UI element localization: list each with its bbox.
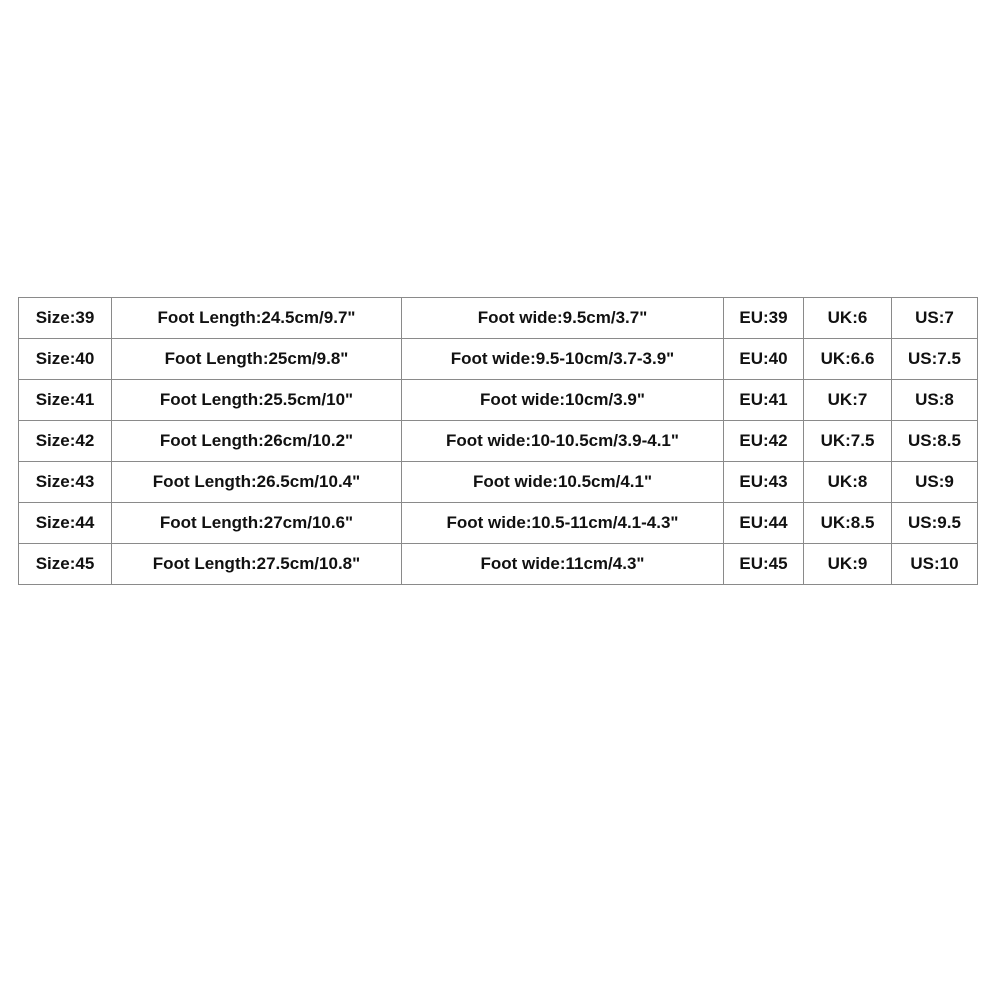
table-row	[19, 380, 978, 421]
foot-length-cell: Foot Length:26cm/10.2"	[112, 421, 402, 462]
uk-size-cell: UK:8	[804, 462, 892, 503]
table-row	[19, 503, 978, 544]
us-size-cell: US:9	[892, 462, 978, 503]
us-size-cell: US:7.5	[892, 339, 978, 380]
us-size-cell: US:9.5	[892, 503, 978, 544]
foot-width-cell: Foot wide:9.5-10cm/3.7-3.9"	[402, 339, 724, 380]
uk-size-cell: UK:9	[804, 544, 892, 585]
size-cell: Size:41	[19, 380, 112, 421]
uk-size-cell: UK:6.6	[804, 339, 892, 380]
foot-width-cell: Foot wide:10-10.5cm/3.9-4.1"	[402, 421, 724, 462]
eu-size-cell: EU:45	[724, 544, 804, 585]
us-size-cell: US:7	[892, 298, 978, 339]
us-size-cell: US:8.5	[892, 421, 978, 462]
eu-size-cell: EU:39	[724, 298, 804, 339]
foot-width-cell: Foot wide:10.5cm/4.1"	[402, 462, 724, 503]
us-size-cell: US:10	[892, 544, 978, 585]
table-row	[19, 339, 978, 380]
foot-width-cell: Foot wide:11cm/4.3"	[402, 544, 724, 585]
foot-length-cell: Foot Length:25.5cm/10"	[112, 380, 402, 421]
size-cell: Size:44	[19, 503, 112, 544]
us-size-cell: US:8	[892, 380, 978, 421]
foot-length-cell: Foot Length:24.5cm/9.7"	[112, 298, 402, 339]
uk-size-cell: UK:6	[804, 298, 892, 339]
foot-length-cell: Foot Length:27cm/10.6"	[112, 503, 402, 544]
table-row	[19, 544, 978, 585]
uk-size-cell: UK:7.5	[804, 421, 892, 462]
foot-length-cell: Foot Length:26.5cm/10.4"	[112, 462, 402, 503]
size-cell: Size:40	[19, 339, 112, 380]
eu-size-cell: EU:42	[724, 421, 804, 462]
foot-width-cell: Foot wide:10cm/3.9"	[402, 380, 724, 421]
uk-size-cell: UK:8.5	[804, 503, 892, 544]
size-chart-table	[18, 297, 978, 585]
table-row	[19, 421, 978, 462]
foot-length-cell: Foot Length:25cm/9.8"	[112, 339, 402, 380]
foot-length-cell: Foot Length:27.5cm/10.8"	[112, 544, 402, 585]
size-cell: Size:42	[19, 421, 112, 462]
foot-width-cell: Foot wide:10.5-11cm/4.1-4.3"	[402, 503, 724, 544]
size-cell: Size:39	[19, 298, 112, 339]
eu-size-cell: EU:44	[724, 503, 804, 544]
size-cell: Size:43	[19, 462, 112, 503]
size-cell: Size:45	[19, 544, 112, 585]
eu-size-cell: EU:41	[724, 380, 804, 421]
table-row	[19, 298, 978, 339]
eu-size-cell: EU:43	[724, 462, 804, 503]
uk-size-cell: UK:7	[804, 380, 892, 421]
size-chart-body	[19, 298, 978, 585]
table-row	[19, 462, 978, 503]
eu-size-cell: EU:40	[724, 339, 804, 380]
foot-width-cell: Foot wide:9.5cm/3.7"	[402, 298, 724, 339]
